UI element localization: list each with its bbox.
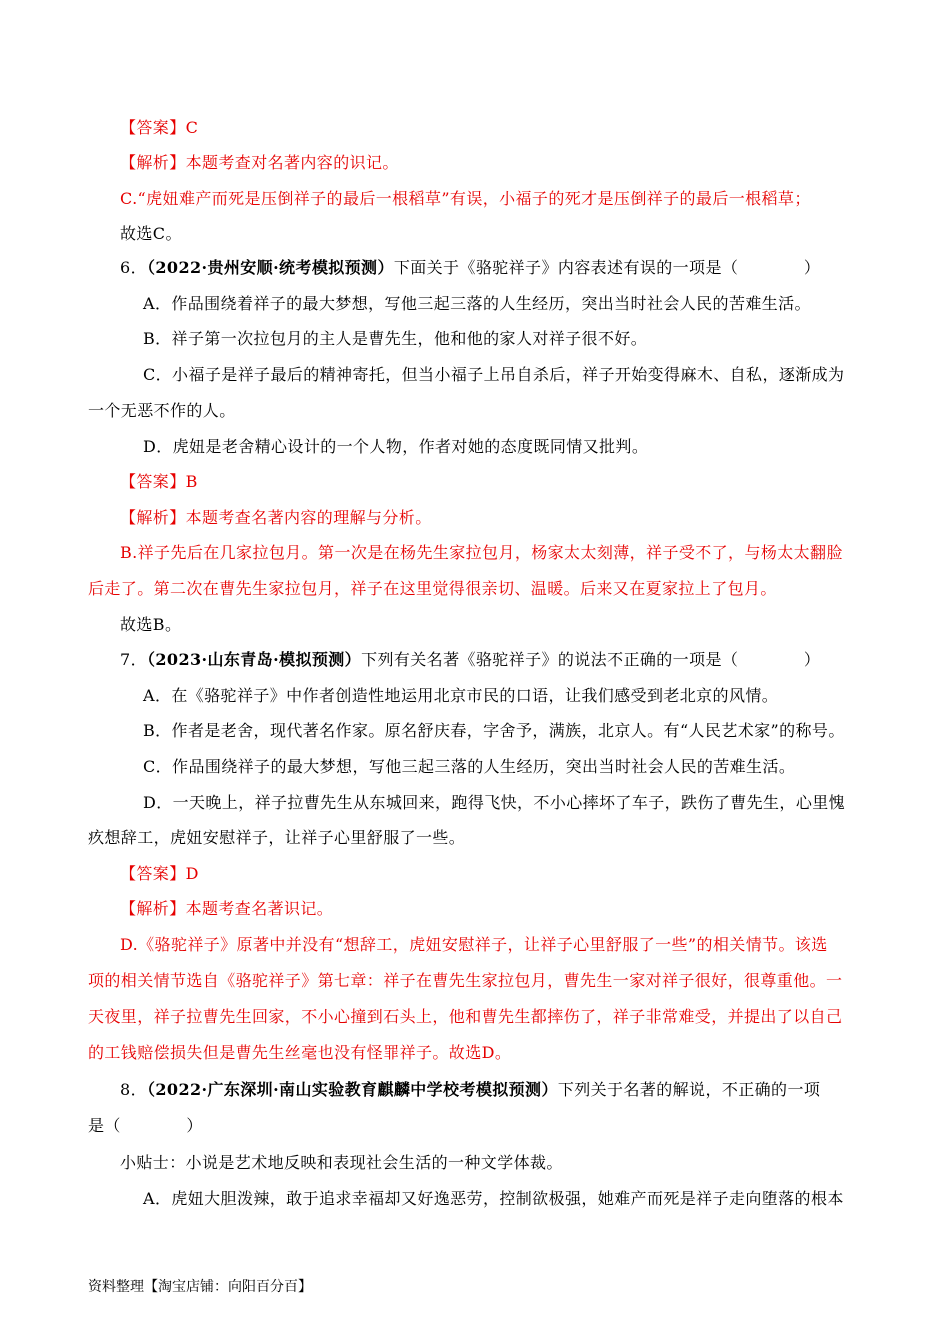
option-d: D．一天晚上，祥子拉曹先生从东城回来，跑得飞快，不小心摔坏了车子，跌伤了曹先生，心里愧	[143, 793, 846, 812]
analysis-detail: 的工钱赔偿损失但是曹先生丝毫也没有怪罪祥子。故选D。	[88, 1043, 512, 1062]
option-a: A．作品围绕着祥子的最大梦想，写他三起三落的人生经历，突出当时社会人民的苦难生活。	[143, 294, 811, 313]
analysis-line: 【解析】本题考查对名著内容的识记。	[120, 153, 399, 172]
analysis-line: 【解析】本题考查名著内容的理解与分析。	[120, 508, 432, 527]
analysis-detail: 天夜里，祥子拉曹先生回家，不小心撞到石头上，他和曹先生都摔伤了，祥子非常难受，并提出了以自己	[88, 1007, 843, 1026]
question-source: （2022·贵州安顺·统考模拟预测）	[146, 258, 394, 277]
conclusion-line: 故选C。	[120, 224, 182, 243]
question-source: （2022·广东深圳·南山实验教育麒麟中学校考模拟预测）	[146, 1080, 558, 1099]
option-d: D．虎妞是老舍精心设计的一个人物，作者对她的态度既同情又批判。	[143, 437, 649, 456]
option-c: C．作品围绕祥子的最大梦想，写他三起三落的人生经历，突出当时社会人民的苦难生活。	[143, 757, 796, 776]
analysis-line: 【解析】本题考查名著识记。	[120, 899, 334, 918]
question-source: （2023·山东青岛·模拟预测）	[146, 650, 362, 669]
analysis-detail: 后走了。第二次在曹先生家拉包月，祥子在这里觉得很亲切、温暖。后来又在夏家拉上了包月。	[88, 579, 777, 598]
option-b: B．作者是老舍，现代著名作家。原名舒庆春，字舍予，满族，北京人。有“人民艺术家”的称号。	[143, 721, 845, 740]
analysis-detail: D.《骆驼祥子》原著中并没有“想辞工，虎妞安慰祥子，让祥子心里舒服了一些”的相关情节。该选	[120, 935, 828, 954]
question-8-stem: 8．（2022·广东深圳·南山实验教育麒麟中学校考模拟预测）下列关于名著的解说，不正确的一项	[120, 1080, 821, 1099]
option-c-continued: 一个无恶不作的人。	[88, 401, 236, 420]
option-b: B．祥子第一次拉包月的主人是曹先生，他和他的家人对祥子很不好。	[143, 329, 648, 348]
option-c: C．小福子是祥子最后的精神寄托，但当小福子上吊自杀后，祥子开始变得麻木、自私，逐渐成为	[143, 365, 845, 384]
analysis-detail: 项的相关情节选自《骆驼祥子》第七章：祥子在曹先生家拉包月，曹先生一家对祥子很好，很尊重他。一	[88, 971, 843, 990]
question-7-stem: 7．（2023·山东青岛·模拟预测）下列有关名著《骆驼祥子》的说法不正确的一项是（ ）	[120, 650, 821, 669]
option-a: A．在《骆驼祥子》中作者创造性地运用北京市民的口语，让我们感受到老北京的风情。	[143, 686, 779, 705]
option-d-continued: 疚想辞工，虎妞安慰祥子，让祥子心里舒服了一些。	[88, 828, 466, 847]
tip-line: 小贴士：小说是艺术地反映和表现社会生活的一种文学体裁。	[120, 1153, 563, 1172]
answer-line: 【答案】C	[120, 118, 199, 137]
answer-line: 【答案】D	[120, 864, 199, 883]
question-6-stem: 6．（2022·贵州安顺·统考模拟预测）下面关于《骆驼祥子》内容表述有误的一项是（ ）	[120, 258, 821, 277]
answer-line: 【答案】B	[120, 472, 198, 491]
question-8-stem-continued: 是（ ）	[88, 1116, 203, 1135]
conclusion-line: 故选B。	[120, 615, 182, 634]
analysis-detail: C.“虎妞难产而死是压倒祥子的最后一根稻草”有误，小福子的死才是压倒祥子的最后一根稻草；	[120, 189, 811, 208]
footer-source: 资料整理【淘宝店铺：向阳百分百】	[88, 1279, 312, 1295]
analysis-detail: B.祥子先后在几家拉包月。第一次是在杨先生家拉包月，杨家太太刻薄，祥子受不了，与杨太太翻脸	[120, 543, 843, 562]
option-a: A．虎妞大胆泼辣，敢于追求幸福却又好逸恶劳，控制欲极强，她难产而死是祥子走向堕落的根本	[143, 1189, 844, 1208]
